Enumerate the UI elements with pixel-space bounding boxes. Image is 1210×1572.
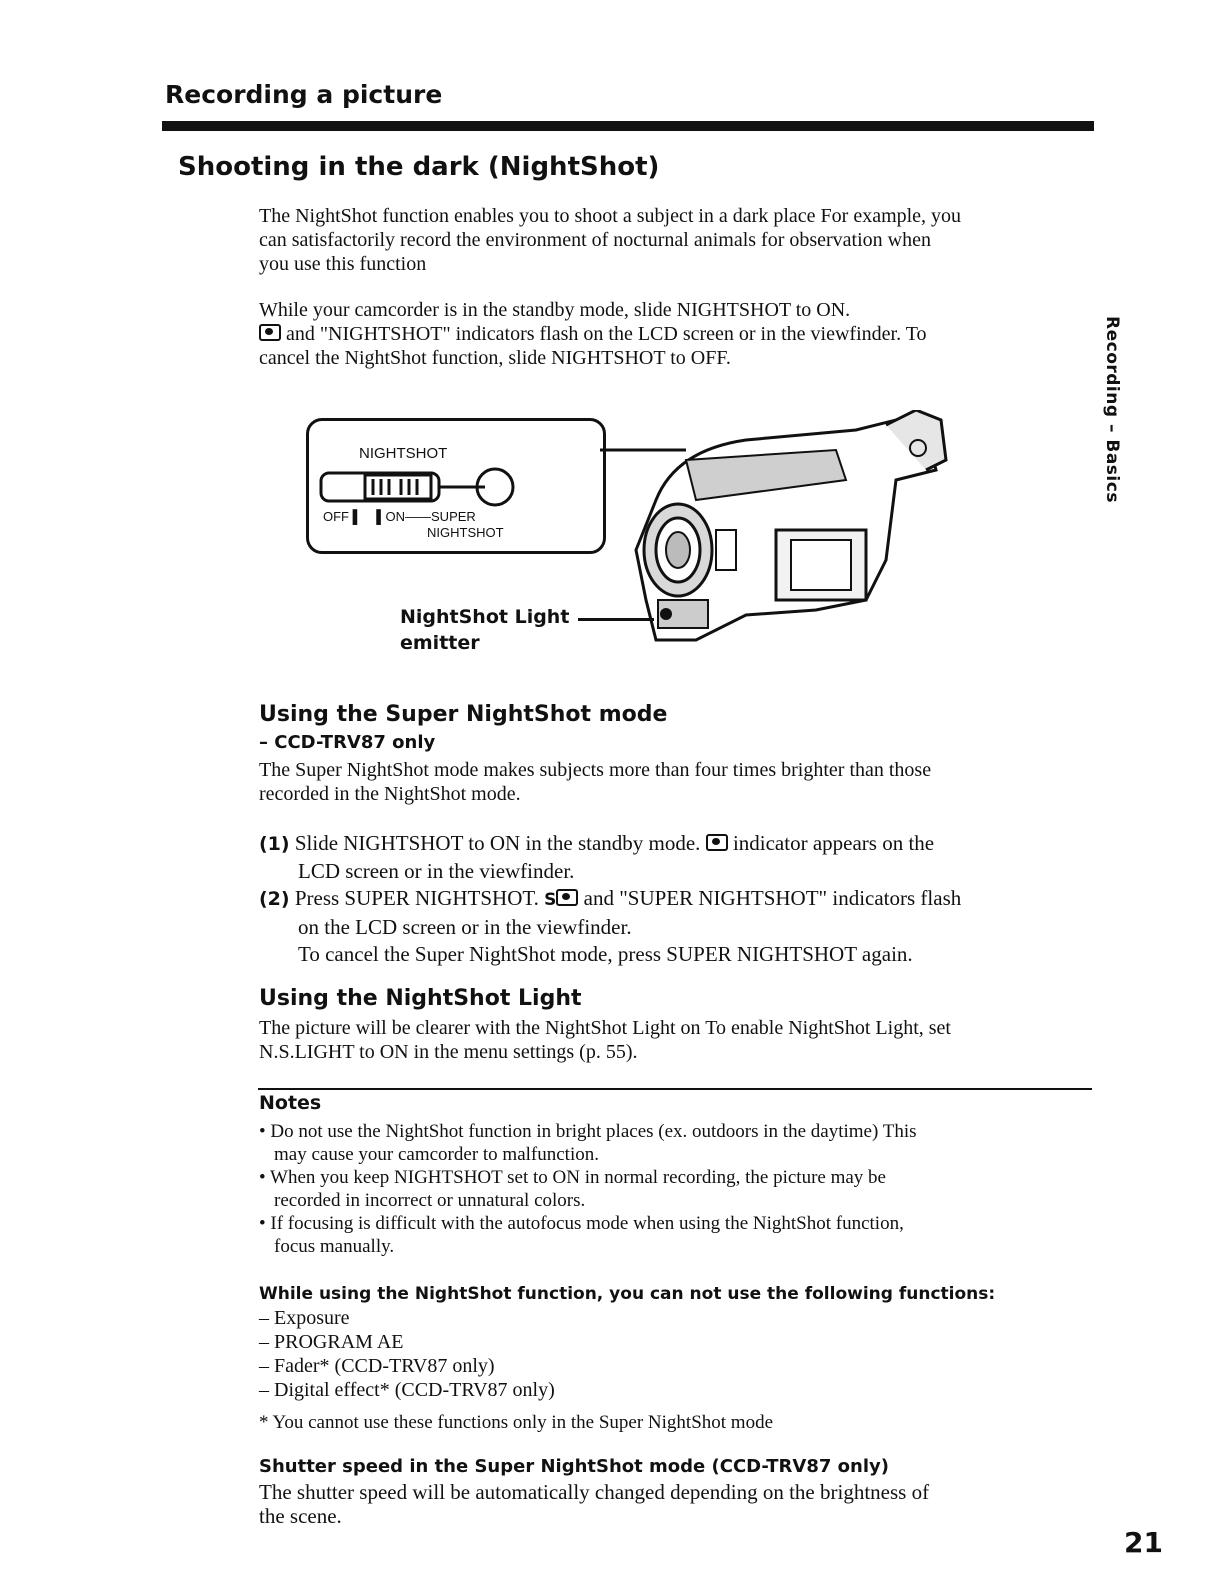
super-nightshot-indicator-icon: [544, 890, 578, 910]
section-title: Recording a picture: [165, 80, 443, 109]
step-1: [259, 830, 1099, 885]
step-text: LCD screen or in the viewfinder.: [298, 859, 575, 883]
page-heading: Shooting in the dark (NightShot): [178, 152, 660, 182]
step-text: To cancel the Super NightShot mode, press SUPER NIGHTSHOT again.: [298, 942, 913, 966]
super-mode-model-note: – CCD-TRV87 only: [259, 732, 436, 753]
light-line: The picture will be clearer with the NightShot Light on To enable NightShot Light, set: [259, 1017, 951, 1039]
nightshot-indicator-icon: [706, 834, 728, 851]
step-text: indicator appears on the: [732, 831, 935, 855]
super-mode-heading: Using the Super NightShot mode: [259, 702, 668, 727]
restriction-item: – Digital effect* (CCD-TRV87 only): [259, 1379, 555, 1401]
super-nightshot-label: NIGHTSHOT: [427, 525, 504, 540]
intro-line: [259, 322, 1099, 346]
on-label: ON: [385, 509, 406, 524]
restriction-item: – Exposure: [259, 1307, 350, 1329]
intro-line: you use this function: [259, 253, 427, 275]
light-heading: Using the NightShot Light: [259, 986, 582, 1011]
desc-line: recorded in the NightShot mode.: [259, 783, 521, 805]
emitter-label-line: emitter: [400, 632, 480, 654]
intro-line: can satisfactorily record the environment of nocturnal animals for observation when: [259, 229, 931, 251]
notes-title: Notes: [259, 1092, 322, 1114]
step-number: (2): [259, 888, 290, 910]
note-line: may cause your camcorder to malfunction.: [274, 1144, 599, 1165]
note-line: recorded in incorrect or unnatural colors.: [274, 1190, 586, 1211]
shutter-heading: Shutter speed in the Super NightShot mode (CCD-TRV87 only): [259, 1456, 889, 1477]
super-label: SUPER: [431, 509, 476, 524]
notes-rule: [258, 1088, 1092, 1090]
desc-line: The Super NightShot mode makes subjects more than four times brighter than those: [259, 759, 932, 781]
intro-paragraph-2: [259, 298, 1099, 370]
page-number: 21: [1124, 1526, 1163, 1559]
intro-line: cancel the NightShot function, slide NIGHTSHOT to OFF.: [259, 347, 731, 369]
intro-line: While your camcorder is in the standby mode, slide NIGHTSHOT to ON.: [259, 299, 851, 321]
emitter-callout-label: [400, 604, 569, 656]
note-line: focus manually.: [274, 1236, 395, 1257]
step-text: on the LCD screen or in the viewfinder.: [298, 915, 632, 939]
shutter-line: the scene.: [259, 1504, 342, 1528]
step-number: (1): [259, 833, 290, 855]
intro-line: The NightShot function enables you to shoot a subject in a dark place For example, you: [259, 205, 962, 227]
light-paragraph: [259, 1016, 1099, 1064]
step-2: [259, 885, 1099, 968]
emitter-leader-line: [578, 618, 654, 621]
emitter-label-line: NightShot Light: [400, 606, 570, 628]
restrictions-heading: While using the NightShot function, you can not use the following functions:: [259, 1284, 996, 1304]
camcorder-drawing: [596, 410, 966, 660]
nightshot-switch-icon: [317, 465, 517, 513]
notes-list: [259, 1120, 1099, 1258]
restrictions-list: [259, 1306, 555, 1402]
restriction-item: – Fader* (CCD-TRV87 only): [259, 1355, 495, 1377]
header-rule: [162, 121, 1094, 131]
nightshot-switch-callout: [306, 418, 606, 554]
note-line: • Do not use the NightShot function in bright places (ex. outdoors in the daytime) This: [259, 1121, 917, 1142]
off-label: OFF: [323, 509, 349, 524]
nightshot-indicator-icon: [259, 324, 281, 341]
light-line: N.S.LIGHT to ON in the menu settings (p. 55).: [259, 1041, 638, 1063]
camcorder-figure: [306, 410, 966, 660]
note-line: • When you keep NIGHTSHOT set to ON in normal recording, the picture may be: [259, 1167, 886, 1188]
restrictions-footnote: * You cannot use these functions only in the Super NightShot mode: [259, 1412, 774, 1433]
super-mode-description: [259, 758, 1099, 806]
super-indicator-letter: S: [544, 890, 557, 910]
step-text: and "SUPER NIGHTSHOT" indicators flash: [583, 886, 962, 910]
note-line: • If focusing is difficult with the autofocus mode when using the NightShot function,: [259, 1213, 904, 1234]
step-text: Slide NIGHTSHOT to ON in the standby mode.: [294, 831, 701, 855]
step-text: Press SUPER NIGHTSHOT.: [294, 886, 539, 910]
switch-label: NIGHTSHOT: [359, 445, 448, 462]
nightshot-indicator-icon: [556, 889, 578, 906]
shutter-paragraph: [259, 1480, 1099, 1528]
intro-paragraph-1: [259, 204, 1099, 276]
switch-positions: OFF ▌ ▌ON——SUPER: [323, 509, 476, 524]
shutter-line: The shutter speed will be automatically changed depending on the brightness of: [259, 1480, 930, 1504]
side-tab: Recording – Basics: [1102, 316, 1122, 503]
intro-line-text: and "NIGHTSHOT" indicators flash on the LCD screen or in the viewfinder. To: [286, 323, 927, 345]
restriction-item: – PROGRAM AE: [259, 1331, 404, 1353]
